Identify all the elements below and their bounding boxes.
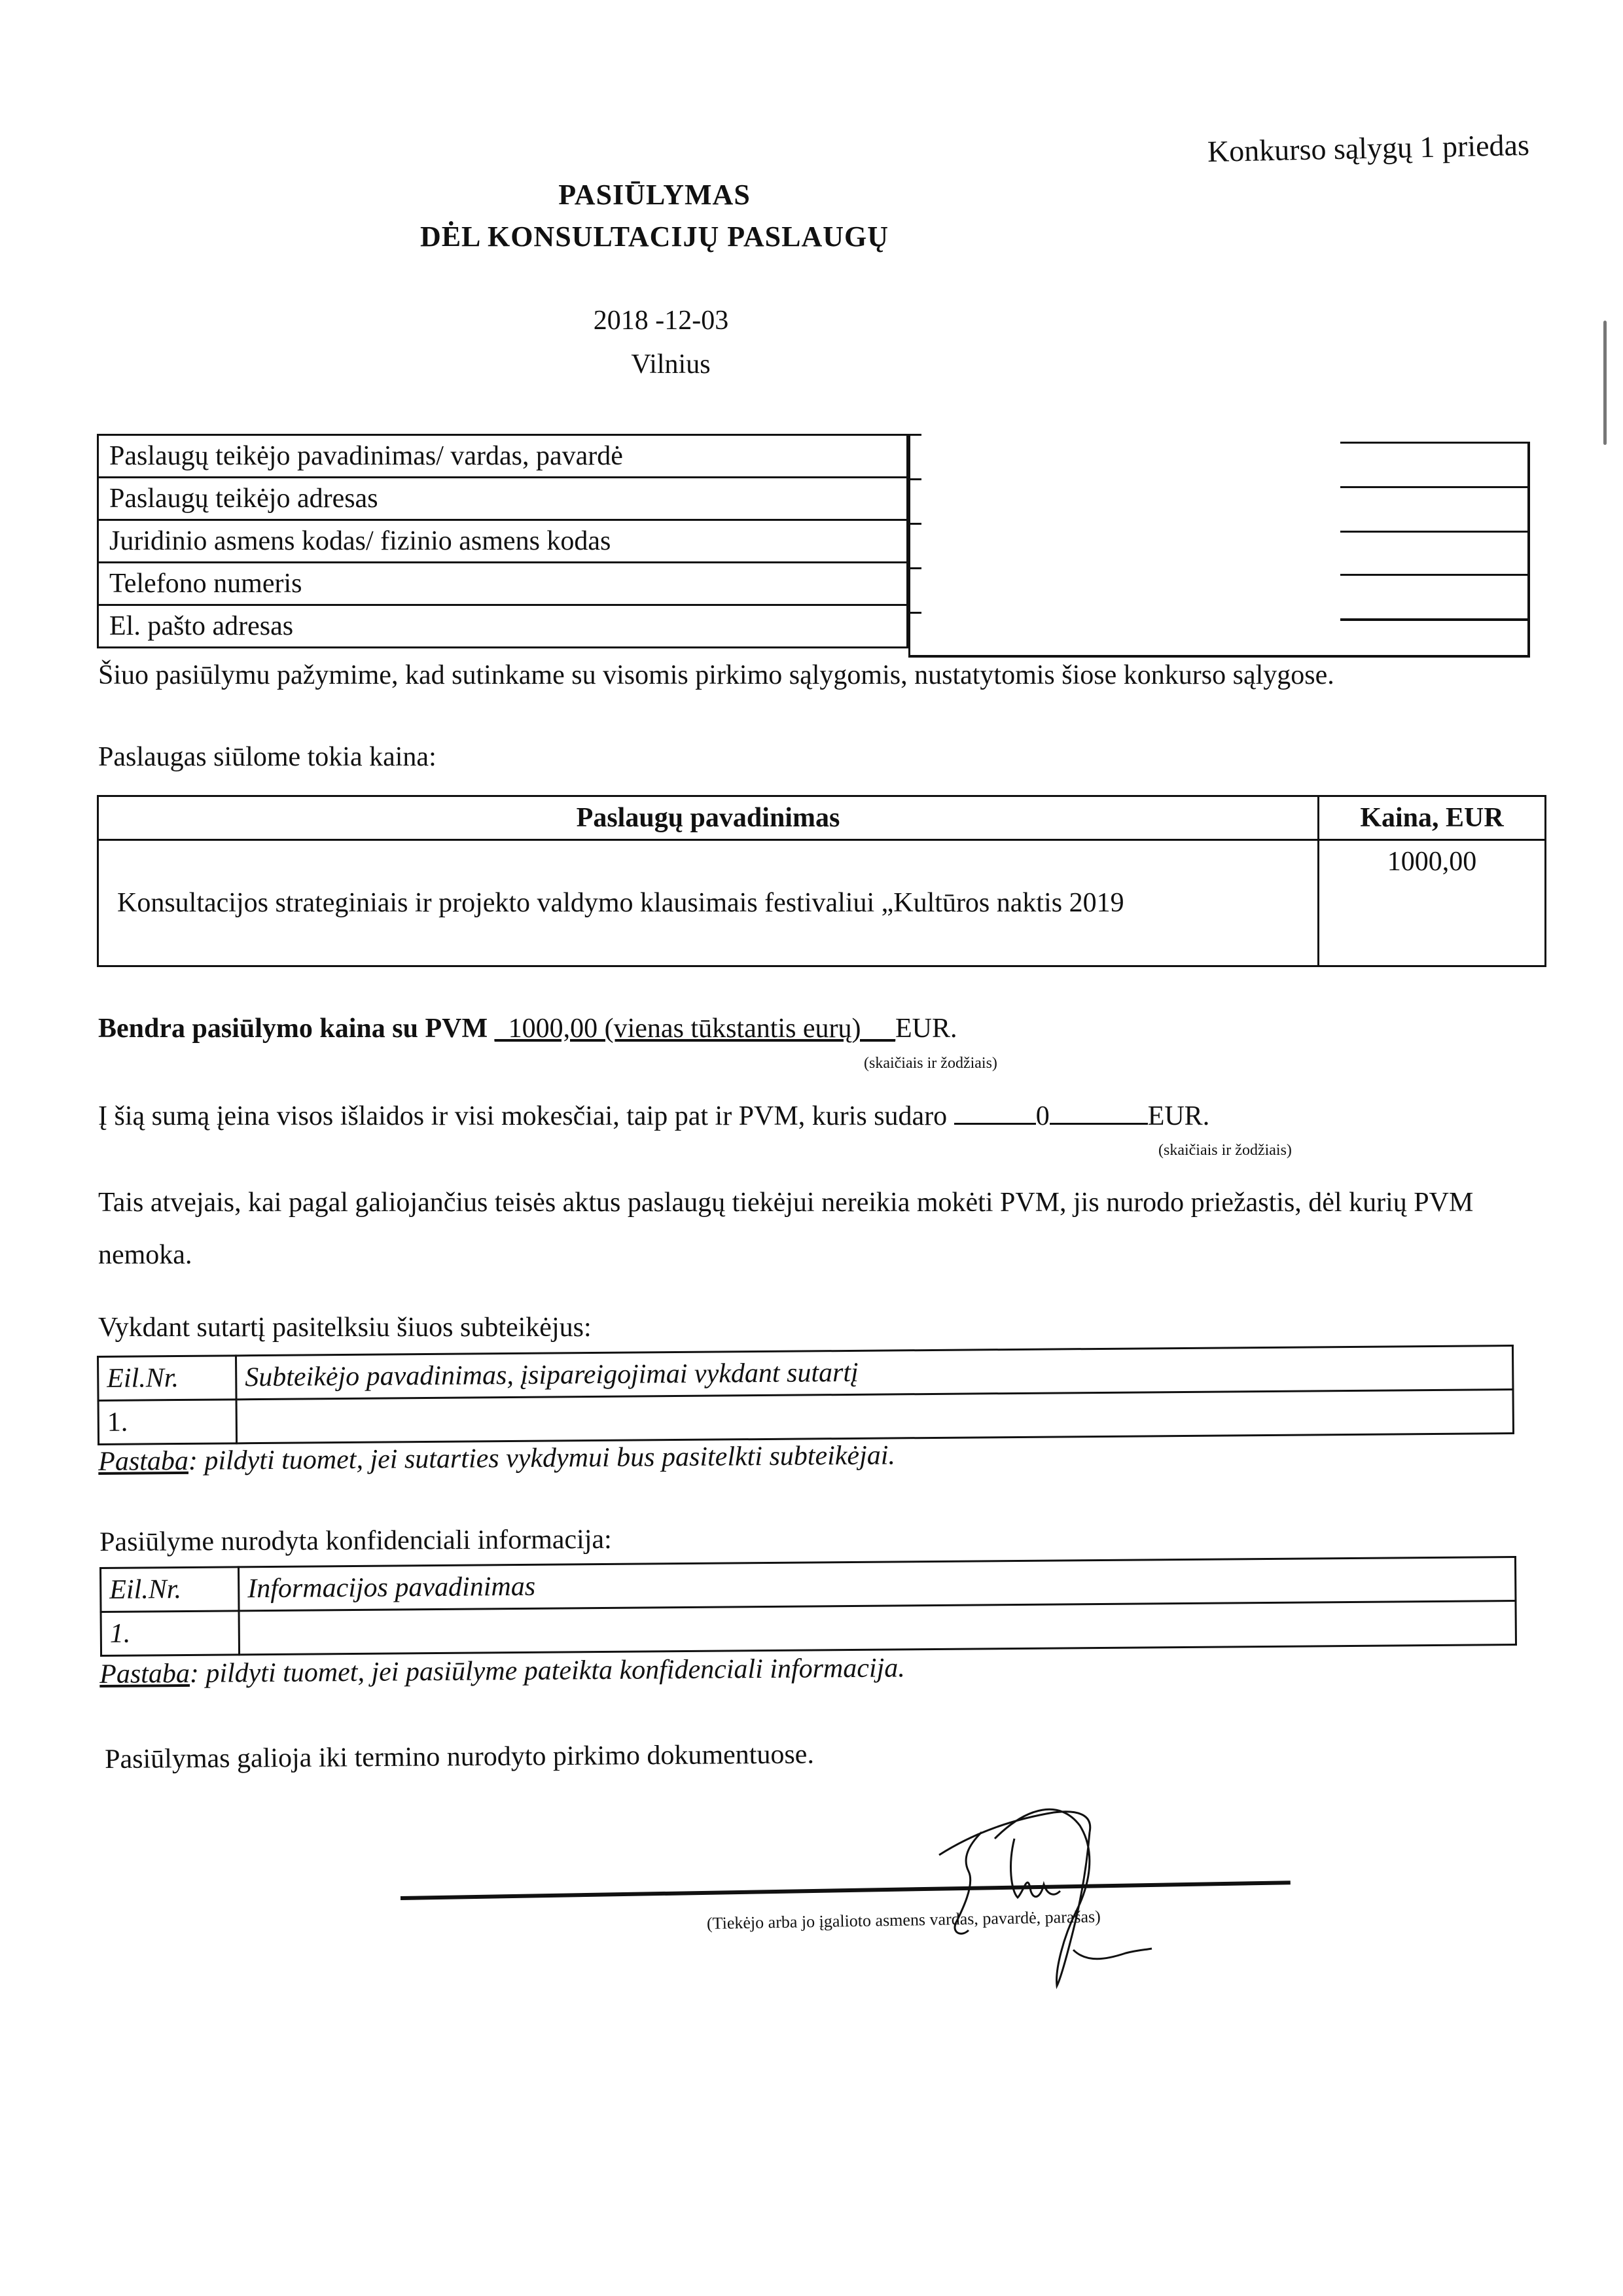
supplier-phone-label: Telefono numeris <box>98 563 908 605</box>
total-price-value: _1000,00 (vienas tūkstantis eurų) __ <box>494 1014 896 1044</box>
table-row <box>98 840 1546 966</box>
supplier-info-row <box>98 435 908 478</box>
supplier-info-row <box>98 605 908 648</box>
confidential-table <box>99 1556 1517 1657</box>
document-city: Vilnius <box>631 349 711 380</box>
service-price: 1000,00 <box>1319 840 1546 966</box>
total-price-line <box>98 1013 957 1044</box>
document-subtitle: DĖL KONSULTACIJŲ PASLAUGŲ <box>419 221 889 253</box>
vat-label: Į šią sumą įeina visos išlaidos ir visi mokesčiai, taip pat ir PVM, kuris sudaro <box>98 1101 954 1131</box>
price-table <box>97 795 1546 967</box>
column-header-subcontractor: Subteikėjo pavadinimas, įsipareigojimai vykdant sutartį <box>236 1346 1513 1400</box>
vat-blank <box>954 1099 1036 1125</box>
table-divider <box>908 434 910 658</box>
table-divider <box>908 434 921 436</box>
table-divider <box>1340 486 1530 488</box>
document-date: 2018 -12-03 <box>593 306 729 336</box>
column-header-price: Kaina, EUR <box>1319 796 1546 840</box>
vat-exemption-text: Tais atvejais, kai pagal galiojančius teisės aktus paslaugų tiekėjui nereikia mokėti PVM, jis nurodo priežastis, dėl kurių PVM nemoka. <box>98 1188 1474 1270</box>
vat-blank <box>1050 1099 1148 1125</box>
column-header-service: Paslaugų pavadinimas <box>98 796 1319 840</box>
subcontractors-table <box>97 1345 1514 1445</box>
handwritten-signature-icon <box>864 1793 1230 1989</box>
table-divider <box>908 612 921 614</box>
supplier-address-label: Paslaugų teikėjo adresas <box>98 478 908 520</box>
confidential-note <box>99 1652 905 1690</box>
note-label: Pastaba <box>99 1658 190 1689</box>
total-price-hint: (skaičiais ir žodžiais) <box>864 1055 997 1072</box>
table-divider <box>1527 442 1530 658</box>
table-divider <box>1340 442 1530 444</box>
table-divider <box>908 567 921 569</box>
vat-currency: EUR. <box>1147 1101 1210 1131</box>
vat-line <box>98 1099 1209 1132</box>
column-header-information: Informacijos pavadinimas <box>239 1557 1516 1611</box>
total-price-label: Bendra pasiūlymo kaina su PVM <box>98 1014 495 1044</box>
subcontractors-note <box>98 1439 895 1477</box>
table-divider <box>1340 618 1530 621</box>
scan-margin-mark <box>1603 321 1607 445</box>
validity-text: Pasiūlymas galioja iki termino nurodyto pirkimo dokumentuose. <box>105 1739 815 1775</box>
note-label: Pastaba <box>98 1445 189 1477</box>
document-title: PASIŪLYMAS <box>558 179 751 211</box>
supplier-code-label: Juridinio asmens kodas/ fizinio asmens kodas <box>98 520 908 563</box>
agreement-text: Šiuo pasiūlymu pažymime, kad sutinkame su visomis pirkimo sąlygomis, nustatytomis šiose konkurso sąlygose. <box>98 660 1334 690</box>
column-header-number: Eil.Nr. <box>98 1356 237 1401</box>
vat-hint: (skaičiais ir žodžiais) <box>1158 1142 1292 1159</box>
subcontractors-intro: Vykdant sutartį pasitelksiu šiuos subteikėjus: <box>98 1313 592 1343</box>
table-divider <box>908 478 921 480</box>
signature-caption: (Tiekėjo arba jo įgalioto asmens vardas, pavardė, parašas) <box>706 1907 1101 1933</box>
annex-label: Konkurso sąlygų 1 priedas <box>1207 128 1530 168</box>
table-divider <box>1340 574 1530 576</box>
price-table-header <box>98 796 1546 840</box>
supplier-name-label: Paslaugų teikėjo pavadinimas/ vardas, pavardė <box>98 435 908 478</box>
total-price-currency: EUR. <box>895 1014 957 1044</box>
row-number: 1. <box>98 1400 237 1445</box>
row-number: 1. <box>101 1611 240 1656</box>
supplier-info-table <box>97 434 908 648</box>
supplier-info-values <box>908 434 1530 658</box>
supplier-info-row <box>98 563 908 605</box>
supplier-email-label: El. pašto adresas <box>98 605 908 648</box>
note-text: : pildyti tuomet, jei pasiūlyme pateikta konfidenciali informacija. <box>189 1653 905 1689</box>
table-divider <box>908 655 1530 658</box>
price-intro: Paslaugas siūlome tokia kaina: <box>98 742 437 772</box>
vat-value: 0 <box>1035 1101 1050 1131</box>
table-divider <box>1340 531 1530 533</box>
supplier-info-row <box>98 478 908 520</box>
column-header-number: Eil.Nr. <box>101 1567 240 1612</box>
information-name <box>239 1601 1516 1655</box>
service-name: Konsultacijos strateginiais ir projekto valdymo klausimais festivaliui „Kultūros naktis 2019 <box>98 840 1319 966</box>
table-divider <box>908 523 921 525</box>
confidential-intro: Pasiūlyme nurodyta konfidenciali informacija: <box>99 1524 612 1557</box>
subcontractor-name <box>236 1390 1513 1443</box>
supplier-info-row <box>98 520 908 563</box>
note-text: : pildyti tuomet, jei sutarties vykdymui bus pasitelkti subteikėjai. <box>188 1440 896 1476</box>
